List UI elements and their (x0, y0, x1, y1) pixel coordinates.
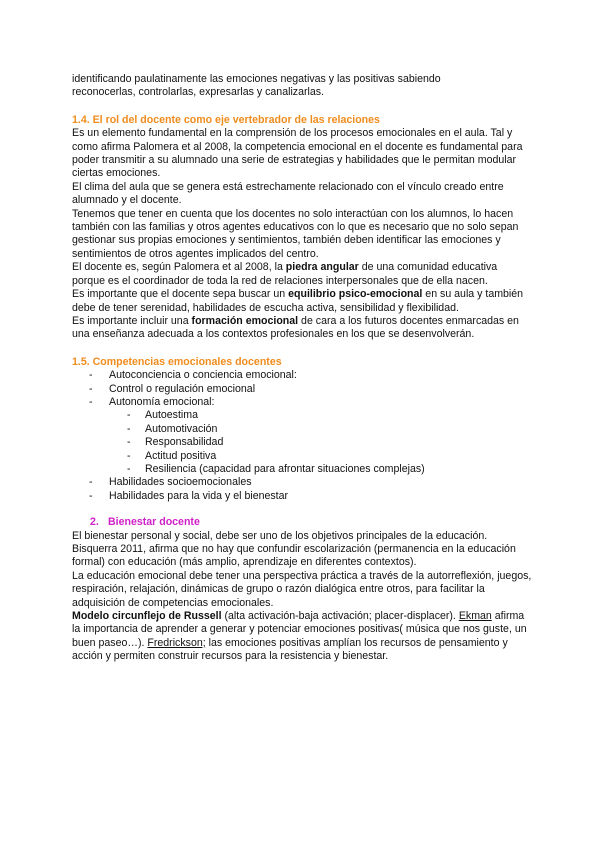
intro-line-2: reconocerlas, controlarlas, expresarlas y canalizarlas. (72, 86, 325, 99)
p6-text-before: Es importante incluir una (72, 314, 192, 327)
section-2-title: Bienestar docente (108, 516, 200, 529)
sub-list-item-text: Autoestima (145, 409, 198, 422)
section-1-5-heading: 1.5. Competencias emocionales docentes (72, 355, 282, 368)
bullet-dash: - (89, 382, 93, 395)
section-2-paragraph-2: La educación emocional debe tener una perspectiva práctica a través de la autorreflexión, juegos, respiración, relajación, dinámicas de grupo o razón dialógica entre otros, para facilitar la adquisición de competencias emocionales. (72, 569, 532, 609)
p5-text-after: en su aula y también debe de tener serenidad, habilidades de escucha activa, sensibilidad y flexibilidad. (72, 288, 524, 314)
list-item (72, 369, 532, 382)
section-1-4-paragraph-3: Tenemos que tener en cuenta que los docentes no solo interactúan con los alumnos, lo hacen también con las familias y otros agentes educativos con lo que es necesario que no solo sepan gestionar sus propias emociones y sentimientos, también deben identificar las emociones y sentimientos de otros agentes implicados del centro. (72, 207, 519, 260)
bullet-dash: - (127, 449, 131, 462)
ekman-reference: Ekman (458, 610, 492, 623)
list-item (72, 396, 532, 409)
bullet-dash: - (89, 369, 93, 382)
bullet-dash: - (127, 436, 131, 449)
bullet-dash: - (127, 462, 131, 475)
section-1-4-paragraph-1: Es un elemento fundamental en la comprensión de los procesos emocionales en el aula. Tal y como afirma Palomera et al 2008, la competencia emocional en el docente es fundamental para poder transmitir a su alumnado una serie de estrategias y habilidades que le permitan modular ciertas emociones. (72, 127, 523, 180)
fredrickson-reference: Fredrickson; (147, 636, 206, 649)
sub-list-item-text: Automotivación (145, 422, 218, 435)
sub-list-item (72, 436, 532, 449)
bullet-dash: - (89, 476, 93, 489)
section-2-paragraph-1: El bienestar personal y social, debe ser uno de los objetivos principales de la educación. Bisquerra 2011, afirma que no hay que confundir escolarización (permanencia en la educación formal) con educación (más amplio, aprendizaje en diferentes contextos). (72, 529, 516, 569)
sub-list-item (72, 423, 532, 436)
bullet-dash: - (127, 409, 131, 422)
list-item-text: Control o regulación emocional (109, 382, 256, 395)
sub-list-item-text: Resiliencia (capacidad para afrontar situaciones complejas) (145, 462, 425, 475)
section-1-4-paragraph-4 (72, 261, 532, 288)
section-1-4-heading: 1.4. El rol del docente como eje vertebrador de las relaciones (72, 113, 380, 126)
section-2-paragraph-3 (72, 610, 532, 664)
sub-list-item (72, 450, 532, 463)
intro-paragraph (72, 73, 532, 100)
sub-list-item-text: Responsabilidad (145, 436, 224, 449)
p5-bold-term: equilibrio psico-emocional (288, 288, 423, 301)
section-1-4-paragraph-5 (72, 288, 532, 315)
list-item (72, 476, 532, 489)
sub-list-item (72, 409, 532, 422)
section-2-number: 2. (90, 516, 99, 529)
list-item (72, 383, 532, 396)
section-1-4-paragraph-6 (72, 315, 532, 342)
sub-list-item-text: Actitud positiva (145, 449, 217, 462)
p6-text-after: de cara a los futuros docentes enmarcadas en una enseñanza adecuada a los contextos profesionales en los que se desenvolverán. (72, 314, 519, 341)
p3-text-end: las emociones positivas amplían los recursos de pensamiento y acción y permiten construir recursos para la resistencia y bienestar. (72, 636, 508, 663)
list-item-text: Habilidades socioemocionales (109, 476, 252, 489)
list-item-text: Autonomía emocional: (109, 395, 215, 408)
p6-bold-term: formación emocional (191, 314, 299, 327)
section-2-heading (72, 516, 532, 529)
bullet-dash: - (89, 395, 93, 408)
competencies-list (72, 369, 532, 503)
p4-text-before: El docente es, según Palomera et al 2008, la (72, 261, 286, 274)
sub-list-item (72, 463, 532, 476)
intro-line-1: identificando paulatinamente las emociones negativas y las positivas sabiendo (72, 73, 441, 85)
p3-text-after-bold: (alta activación-baja activación; placer-displacer). (221, 610, 459, 623)
p4-text-after: de una comunidad educativa porque es el coordinador de toda la red de relaciones interpersonales que de ella nacen. (72, 261, 498, 287)
p5-text-before: Es importante que el docente sepa buscar un (72, 288, 289, 301)
section-1-4-paragraph-2: El clima del aula que se genera está estrechamente relacionado con el vínculo creado entre alumnado y el docente. (72, 180, 504, 207)
p4-bold-term: piedra angular (285, 261, 359, 274)
bullet-dash: - (127, 422, 131, 435)
list-item-text: Habilidades para la vida y el bienestar (109, 489, 289, 502)
russell-model-term: Modelo circunflejo de Russell (72, 610, 222, 623)
p3-text-mid: afirma la importancia de aprender a generar y potenciar emociones positivas( música que nos guste, un buen paseo…). (72, 610, 527, 649)
bullet-dash: - (89, 489, 93, 502)
document-body (72, 73, 532, 664)
list-item-text: Autoconciencia o conciencia emocional: (109, 369, 297, 382)
list-item (72, 490, 532, 503)
